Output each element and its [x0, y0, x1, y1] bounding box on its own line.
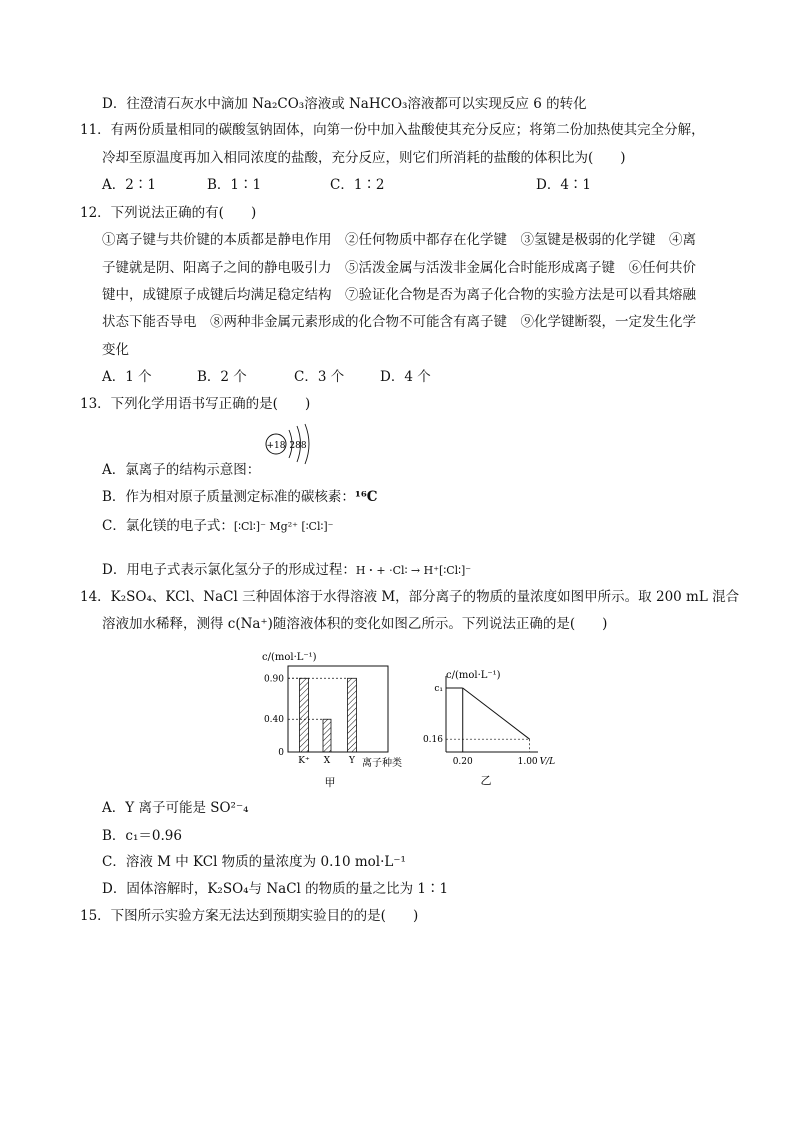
q12-line-1: ①离子键与共价键的本质都是静电作用 ②任何物质中都存在化学键 ③氢键是极弱的化学键 ④离	[102, 232, 696, 248]
q11-stem-line1: 11．有两份质量相同的碳酸氢钠固体，向第一份中加入盐酸使其充分反应；将第二份加热使其完全分解，	[80, 122, 705, 138]
q12-option-b: B．2 个	[197, 369, 247, 385]
q13-option-b: B．作为相对原子质量测定标准的碳核素：	[102, 489, 355, 505]
yi-series-line	[463, 688, 530, 739]
q11-option-d: D．4∶1	[536, 177, 592, 193]
chart-yi	[418, 660, 556, 790]
q14-option-b: B．c₁＝0.96	[102, 828, 182, 844]
q13-option-a: A．氯离子的结构示意图：	[102, 462, 261, 478]
carbon-nuclide: ¹⁶C	[354, 489, 378, 505]
q13-option-d: D．用电子式表示氯化氢分子的形成过程：	[102, 562, 356, 578]
q13-option-c: C．氯化镁的电子式：	[102, 518, 234, 534]
jia-y-tick-label: 0.90	[263, 674, 284, 685]
jia-y-tick-label: 0.40	[263, 715, 284, 726]
q12-line-2: 子键就是阴、阳离子之间的静电吸引力 ⑤活泼金属与活泼非金属化合时能形成离子键 ⑥任何共价	[102, 260, 696, 276]
jia-y-tick-label: 0	[278, 748, 284, 758]
chart-jia	[250, 644, 410, 794]
jia-category-label: K⁺	[298, 756, 310, 766]
jia-bar	[323, 719, 331, 752]
yi-x-tick-label: 0.20	[452, 757, 473, 767]
nucleus-charge: +18	[266, 441, 286, 451]
q13-option-c-row	[102, 516, 333, 537]
yi-x-axis-label: V/L	[539, 757, 556, 767]
q13-option-b-row	[102, 487, 378, 507]
mgcl2-electron-formula: [∶Cl∶]⁻ Mg²⁺ [∶Cl∶]⁻	[233, 520, 334, 533]
jia-category-label: Y	[349, 756, 355, 766]
jia-x-axis-label: 离子种类	[362, 758, 402, 769]
jia-y-axis-label: c/(mol·L⁻¹)	[262, 652, 317, 663]
q14-stem-line1: 14．K₂SO₄、KCl、NaCl 三种固体溶于水得溶液 M，部分离子的物质的量浓度如图甲所示。取 200 mL 混合	[80, 589, 740, 605]
jia-category-label: X	[323, 756, 331, 766]
yi-y-tick-label: 0.16	[422, 735, 443, 746]
q12-line-5: 变化	[102, 342, 129, 358]
q12-stem: 12．下列说法正确的有( )	[80, 205, 257, 221]
q13-option-d-row	[102, 560, 471, 581]
q11-option-b: B．1∶1	[207, 177, 262, 193]
q12-option-a: A．1 个	[102, 369, 152, 385]
q12-option-d: D．4 个	[380, 369, 431, 385]
q12-line-4: 状态下能否导电 ⑧两种非金属元素形成的化合物不可能含有离子键 ⑨化学键断裂，一定发生化学	[102, 314, 696, 330]
yi-caption: 乙	[480, 774, 492, 787]
yi-y-tick-label: c₁	[434, 684, 443, 694]
q10-option-d: D．往澄清石灰水中滴加 Na₂CO₃溶液或 NaHCO₃溶液都可以实现反应 6 的转化	[102, 96, 587, 112]
hcl-formation-formula: H・+ ·Cl∶ → H⁺[∶Cl∶]⁻	[355, 564, 472, 577]
q14-option-c: C．溶液 M 中 KCl 物质的量浓度为 0.10 mol·L⁻¹	[102, 854, 406, 870]
chloride-ion-structure-diagram	[262, 422, 322, 466]
q11-option-a: A．2∶1	[102, 177, 156, 193]
jia-bar	[348, 678, 357, 752]
yi-y-axis-label: c/(mol·L⁻¹)	[446, 670, 501, 681]
jia-caption: 甲	[324, 776, 336, 789]
q14-option-d: D．固体溶解时，K₂SO₄与 NaCl 的物质的量之比为 1∶1	[102, 881, 449, 897]
q11-stem-line2: 冷却至原温度再加入相同浓度的盐酸，充分反应，则它们所消耗的盐酸的体积比为( )	[102, 150, 626, 166]
q13-stem: 13．下列化学用语书写正确的是( )	[80, 396, 311, 412]
jia-bar	[300, 678, 309, 752]
electron-shells: 288	[289, 441, 307, 451]
q14-stem-line2: 溶液加水稀释，测得 c(Na⁺)随溶液体积的变化如图乙所示。下列说法正确的是( )	[102, 616, 608, 632]
q15-stem: 15．下图所示实验方案无法达到预期实验目的的是( )	[80, 908, 419, 924]
q12-option-c: C．3 个	[294, 369, 345, 385]
q14-option-a: A．Y 离子可能是 SO²⁻₄	[102, 800, 249, 816]
q12-line-3: 键中，成键原子成键后均满足稳定结构 ⑦验证化合物是否为离子化合物的实验方法是可以看其熔融	[102, 287, 696, 303]
yi-x-tick-label: 1.00	[517, 757, 538, 767]
q11-option-c: C．1∶2	[330, 177, 385, 193]
